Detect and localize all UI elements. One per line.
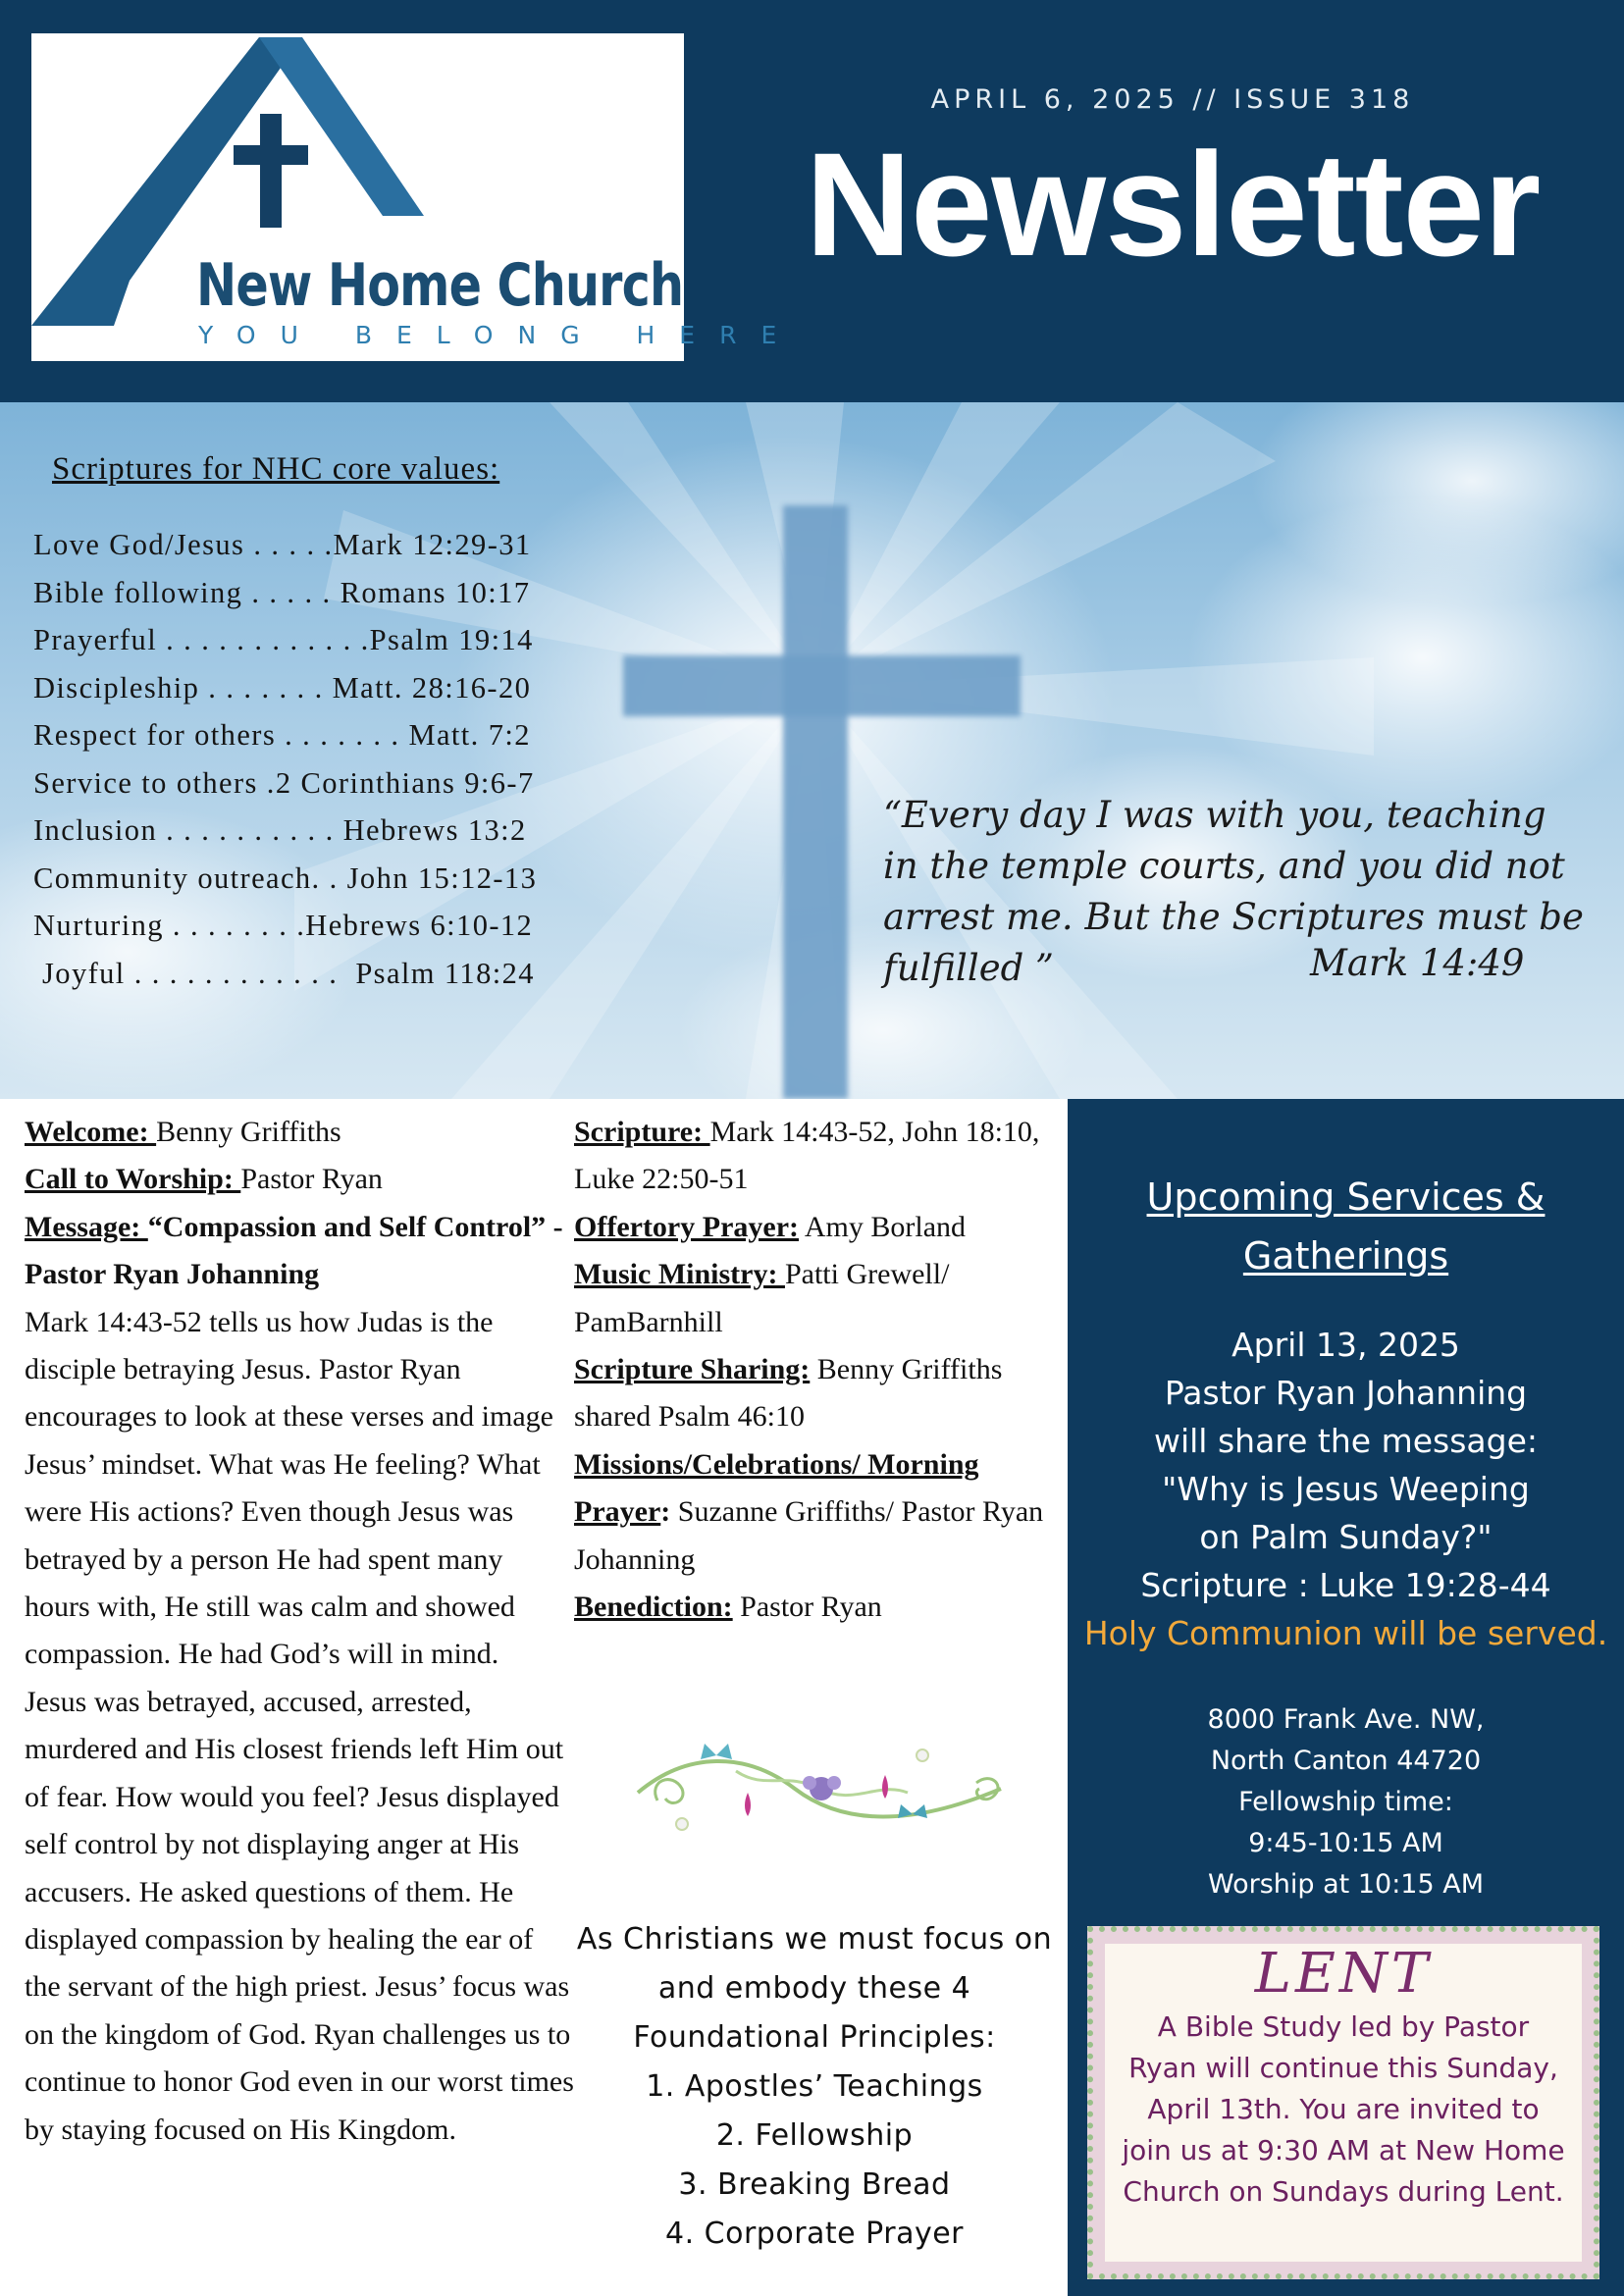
worship-time: Worship at 10:15 AM — [1207, 1869, 1484, 1900]
scripture-value: Mark 14:43-52, John 18:10, Luke 22:50-51 — [574, 1116, 1040, 1196]
message-paragraph: Mark 14:43-52 tells us how Judas is the disciple betraying Jesus. Pastor Ryan encourages to look at these verses and image Jesus’ mindset. What was He feeling? What were His actions? Even though Jesus was betrayed by a person He had spent many hours with, He still was calm and showed compassion. He had God’s will in mind. — [25, 1305, 553, 1671]
missions-value: Suzanne Griffiths/ Pastor Ryan Johanning — [574, 1495, 1044, 1576]
core-value-item: Bible following . . . . . Romans 10:17 — [33, 575, 531, 609]
sidebar-title-line: Upcoming Services & — [1146, 1175, 1545, 1219]
church-name: New Home Church — [196, 251, 684, 320]
benediction-label: Benediction: — [574, 1591, 733, 1624]
page-title: Newsletter — [805, 122, 1541, 287]
service-recap-column — [25, 1109, 574, 2154]
service-share-line: will share the message: — [1153, 1422, 1539, 1460]
foundational-principles — [574, 1915, 1055, 2259]
core-values-list — [33, 528, 537, 1004]
call-to-worship-line — [25, 1156, 574, 1203]
core-value-item: Service to others .2 Corinthians 9:6-7 — [33, 765, 535, 800]
service-message: "Why is Jesus Weeping — [1162, 1470, 1530, 1508]
principle-item: 2. Fellowship — [715, 2118, 914, 2153]
church-tagline: YOU BELONG HERE — [198, 321, 802, 349]
sidebar-title — [1068, 1168, 1624, 1285]
benediction-value: Pastor Ryan — [732, 1591, 882, 1624]
address-line: 8000 Frank Ave. NW, — [1207, 1704, 1485, 1735]
church-address-info — [1068, 1699, 1624, 1905]
sky-banner — [0, 402, 1624, 1099]
cross-icon-beam — [623, 655, 1021, 716]
church-logo — [31, 33, 802, 361]
cross-icon — [783, 505, 848, 1099]
service-participants-column — [574, 1109, 1055, 1631]
scripture-line — [574, 1109, 1055, 1204]
communion-notice: Holy Communion will be served. — [1083, 1614, 1608, 1652]
principle-item: 3. Breaking Bread — [678, 2167, 951, 2202]
issue-date-line: APRIL 6, 2025 // ISSUE 318 — [930, 84, 1415, 115]
principle-item: 4. Corporate Prayer — [665, 2217, 964, 2251]
core-value-item: Love God/Jesus . . . . .Mark 12:29-31 — [33, 528, 532, 561]
newsletter-header — [0, 0, 1624, 402]
call-to-worship-value: Pastor Ryan — [240, 1163, 383, 1196]
principles-intro: As Christians we must focus on and embody these 4 Foundational Principles: — [576, 1922, 1053, 2055]
service-speaker: Pastor Ryan Johanning — [1164, 1374, 1528, 1412]
scripture-sharing-line — [574, 1346, 1055, 1441]
missions-label-prayer: Prayer — [574, 1495, 661, 1529]
service-scripture: Scripture : Luke 19:28-44 — [1140, 1566, 1551, 1604]
missions-label: Missions/Celebrations/ Morning — [574, 1447, 979, 1481]
offertory-label: Offertory Prayer: — [574, 1210, 800, 1243]
core-value-item: Joyful . . . . . . . . . . . . Psalm 118:24 — [33, 956, 535, 990]
core-value-item: Nurturing . . . . . . . .Hebrews 6:10-12 — [33, 909, 534, 942]
message-label: Message: — [25, 1210, 148, 1243]
core-value-item: Respect for others . . . . . . . Matt. 7:2 — [33, 718, 531, 752]
address-line: North Canton 44720 — [1210, 1746, 1482, 1776]
music-ministry-line — [574, 1251, 1055, 1346]
message-paragraph: Jesus was betrayed, accused, arrested, murdered and His closest friends left Him out of fear. How would you feel? Jesus displayed self control by not displaying anger at His accusers. He asked questions of them. He displayed compassion by healing the ear of the servant of the high priest. Jesus’ focus was on the kingdom of God. Ryan challenges us to continue to honor God even in our worst times by staying focused on His Kingdom. — [25, 1685, 574, 2146]
offertory-line — [574, 1204, 1055, 1251]
message-title-line — [25, 1204, 574, 1299]
benediction-line — [574, 1584, 1055, 1631]
core-value-item: Prayerful . . . . . . . . . . . .Psalm 19:14 — [33, 623, 534, 656]
offertory-value: Amy Borland — [799, 1210, 967, 1243]
scripture-label: Scripture: — [574, 1116, 710, 1148]
upcoming-services-sidebar — [1068, 1099, 1624, 2296]
butterfly-flourish-icon — [628, 1732, 1011, 1850]
missions-line — [574, 1441, 1055, 1584]
music-ministry-value: Patti Grewell/ PamBarnhill — [574, 1258, 950, 1338]
fellowship-label: Fellowship time: — [1238, 1787, 1453, 1817]
welcome-line — [25, 1109, 574, 1156]
fellowship-time: 9:45-10:15 AM — [1248, 1828, 1443, 1858]
core-value-item: Discipleship . . . . . . . Matt. 28:16-20 — [33, 670, 532, 704]
missions-label-colon: : — [660, 1495, 671, 1529]
welcome-label: Welcome: — [25, 1116, 157, 1148]
music-ministry-label: Music Ministry: — [574, 1258, 785, 1291]
sidebar-title-line: Gatherings — [1242, 1234, 1449, 1278]
message-title: “Compassion and Self Control” - Pastor Ryan Johanning — [25, 1210, 563, 1291]
scripture-sharing-value: Benny Griffiths shared Psalm 46:10 — [574, 1353, 1003, 1434]
scripture-quote: “Every day I was with you, teaching in the temple courts, and you did not arrest me. But the Scriptures must be fulfilled ” — [883, 794, 1584, 989]
scripture-quote-reference: Mark 14:49 — [1310, 942, 1525, 984]
core-values-title: Scriptures for NHC core values: — [52, 451, 500, 487]
lent-bible-study-card — [1087, 1926, 1599, 2279]
next-service-info — [1068, 1321, 1624, 1657]
core-value-item: Inclusion . . . . . . . . . . Hebrews 13:2 — [33, 813, 527, 847]
scripture-sharing-label: Scripture Sharing: — [574, 1353, 811, 1386]
service-message: on Palm Sunday?" — [1199, 1518, 1493, 1556]
core-value-item: Community outreach. . John 15:12-13 — [33, 861, 538, 895]
lent-description: A Bible Study led by Pastor Ryan will continue this Sunday, April 13th. You are invited to join us at 9:30 AM at New Home Church on Sundays during Lent. — [1122, 2010, 1565, 2208]
call-to-worship-label: Call to Worship: — [25, 1163, 241, 1196]
principle-item: 1. Apostles’ Teachings — [646, 2069, 983, 2104]
service-date: April 13, 2025 — [1231, 1326, 1460, 1364]
welcome-value: Benny Griffiths — [156, 1116, 341, 1148]
lent-title: LENT — [1254, 1942, 1433, 2006]
